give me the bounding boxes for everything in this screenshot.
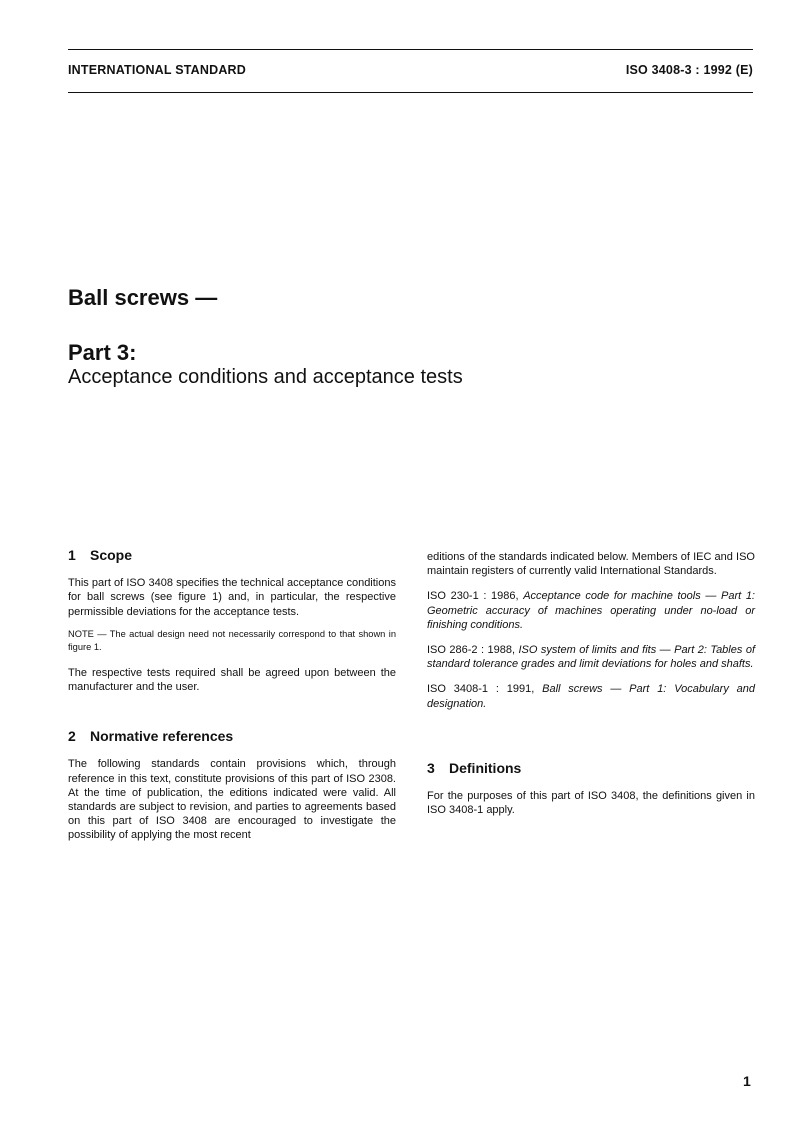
section-heading-scope: 1 Scope: [68, 547, 133, 563]
header-top-rule: [68, 49, 753, 50]
scope-paragraph-2: The respective tests required shall be agreed upon between the manufacturer and the user.: [68, 666, 396, 694]
section-heading-definitions: 3 Definitions: [427, 759, 522, 776]
header-doc-type: INTERNATIONAL STANDARD: [68, 63, 247, 77]
document-title: Ball screws —: [68, 285, 218, 310]
reference-item: ISO 286-2 : 1988, ISO system of limits and fits — Part 2: Tables of standard tolerance grades and limit deviations for holes and shafts.: [427, 644, 755, 671]
section-heading-normative: 2 Normative references: [68, 728, 234, 745]
document-subtitle: Acceptance conditions and acceptance tests: [68, 366, 463, 388]
normative-paragraph-continued: editions of the standards indicated below. Members of IEC and ISO maintain registers of currently valid International Standards.: [427, 551, 755, 578]
scope-note: NOTE — The actual design need not necessarily correspond to that shown in figure 1.: [68, 628, 396, 652]
right-column: [427, 550, 755, 817]
definitions-paragraph: For the purposes of this part of ISO 3408, the definitions given in ISO 3408-1 apply.: [427, 790, 755, 817]
normative-paragraph: The following standards contain provisions which, through reference in this text, constitute provisions of this part of ISO 2308. At the time of publication, the editions indicated were valid. All standards are subject to revision, and parties to agreements based on this part of ISO 3408 are encouraged to investigate the possibility of applying the most recent: [68, 758, 396, 842]
page-number: 1: [743, 1073, 751, 1089]
document-part: Part 3:: [68, 340, 137, 365]
header-doc-id: ISO 3408-3 : 1992 (E): [625, 63, 753, 77]
scope-paragraph-1: This part of ISO 3408 specifies the technical acceptance conditions for ball screws (see figure 1) and, in particular, the respective permissible deviations for the acceptance tests.: [68, 577, 396, 618]
reference-item: ISO 3408-1 : 1991, Ball screws — Part 1: Vocabulary and designation.: [427, 683, 756, 710]
left-column: [68, 548, 396, 843]
reference-item: ISO 230-1 : 1986, Acceptance code for machine tools — Part 1: Geometric accuracy of machines operating under no-load or finishing conditions.: [427, 590, 755, 631]
header-bottom-rule: [68, 92, 753, 93]
